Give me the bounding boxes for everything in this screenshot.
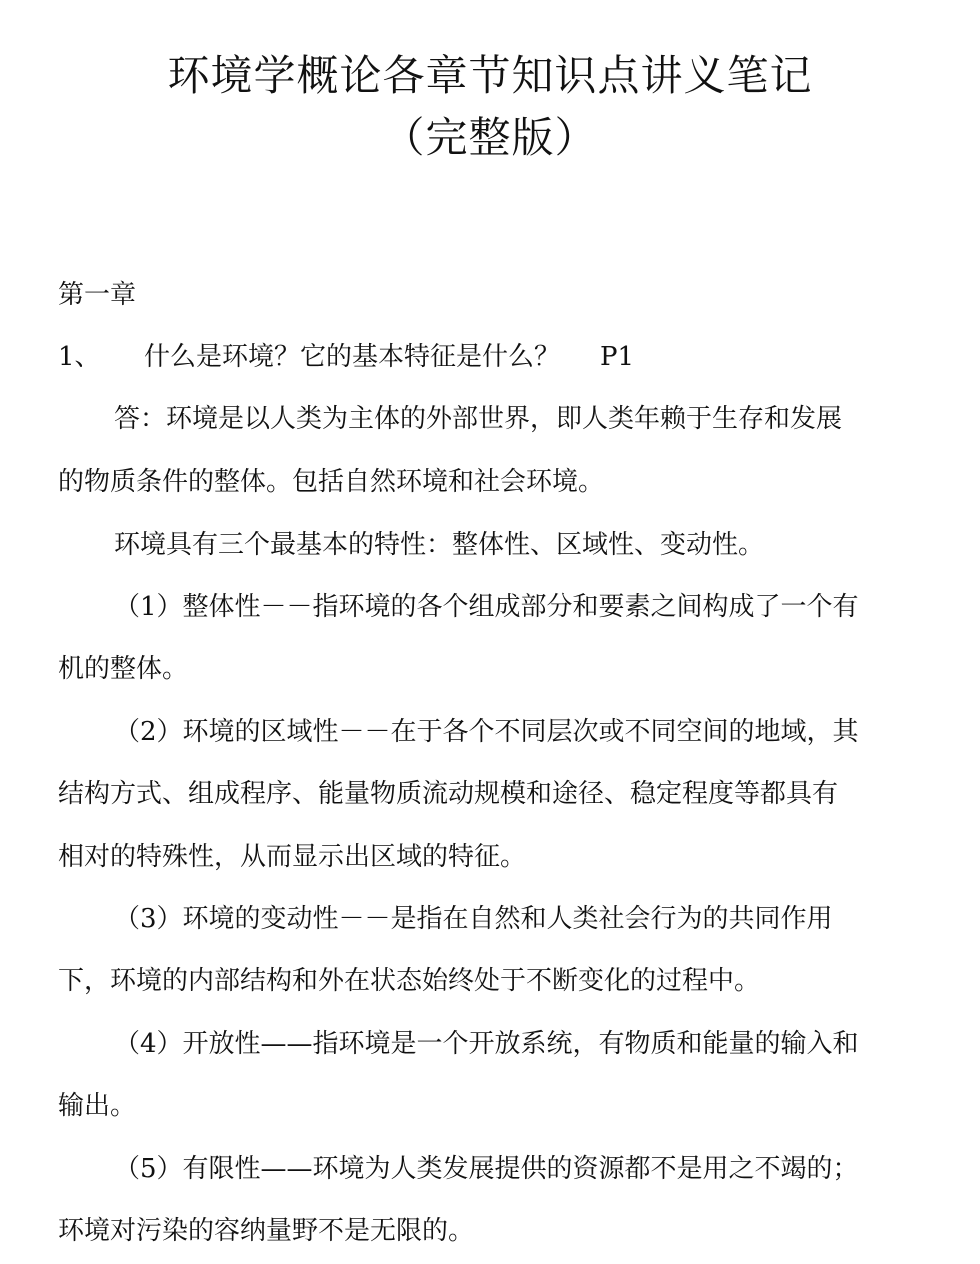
document-title: 环境学概论各章节知识点讲义笔记	[167, 51, 813, 100]
paragraph-line: 输出。	[58, 1091, 137, 1121]
paragraph-line: 环境具有三个最基本的特性：整体性、区域性、变动性。	[114, 530, 765, 560]
page-reference: P1	[600, 342, 635, 372]
paragraph-line: 下，环境的内部结构和外在状态始终处于不断变化的过程中。	[58, 966, 761, 996]
paragraph-line: （1）整体性－－指环境的各个组成部分和要素之间构成了一个有	[114, 592, 859, 622]
paragraph-line: 环境对污染的容纳量野不是无限的。	[58, 1216, 475, 1246]
paragraph-line: （3）环境的变动性－－是指在自然和人类社会行为的共同作用	[114, 904, 833, 934]
paragraph-line: 机的整体。	[58, 654, 189, 684]
paragraph-line: （5）有限性——环境为人类发展提供的资源都不是用之不竭的；	[114, 1154, 859, 1184]
question-line	[58, 340, 938, 374]
paragraph-line: 结构方式、组成程序、能量物质流动规模和途径、稳定程度等都具有	[58, 779, 839, 809]
document-subtitle: （完整版）	[382, 113, 598, 162]
question-number: 1、	[58, 342, 101, 372]
paragraph-line: （4）开放性——指环境是一个开放系统，有物质和能量的输入和	[114, 1029, 859, 1059]
paragraph-line: 的物质条件的整体。包括自然环境和社会环境。	[58, 467, 605, 497]
paragraph-line: 相对的特殊性，从而显示出区域的特征。	[58, 842, 527, 872]
paragraph-line: （2）环境的区域性－－在于各个不同层次或不同空间的地域，其	[114, 717, 859, 747]
question-text: 什么是环境？它的基本特征是什么？	[144, 342, 561, 372]
chapter-heading: 第一章	[58, 280, 137, 310]
paragraph-line: 答：环境是以人类为主体的外部世界，即人类年赖于生存和发展	[114, 404, 843, 434]
